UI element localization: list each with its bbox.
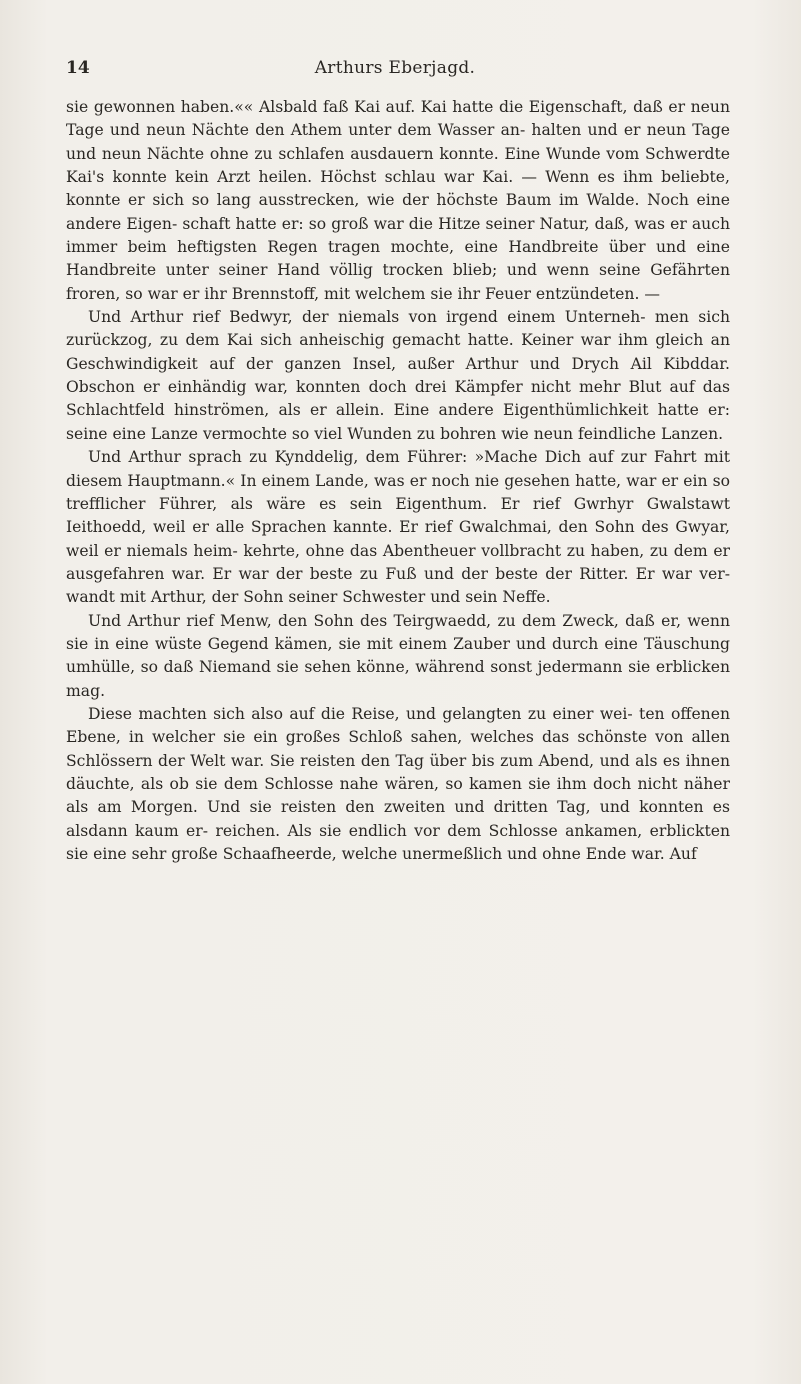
paragraph: Und Arthur rief Bedwyr, der niemals von irgend einem Unterneh- men sich zurückzog, zu dem Kai sich anheischig gemacht hatte. Keiner war ihm gleich an Geschwindigkeit auf der ganzen Insel, außer Arthur und Drych Ail Kibddar. Obschon er einhändig war, konnten doch drei Kämpfer nicht mehr Blut auf das Schlachtfeld hinströmen, als er allein. Eine andere Eigenthümlichkeit hatte er: seine eine Lanze vermochte so viel Wunden zu bohren wie neun feindliche Lanzen.	[66, 308, 730, 443]
page-number: 14	[66, 58, 90, 78]
body-text	[66, 96, 730, 866]
page-header	[66, 58, 724, 82]
paragraph: Und Arthur sprach zu Kynddelig, dem Führer: »Mache Dich auf zur Fahrt mit diesem Hauptmann.« In einem Lande, was er noch nie gesehen hatte, war er ein so trefflicher Führer, als wäre es sein Eigenthum. Er rief Gwrhyr Gwalstawt Ieithoedd, weil er alle Sprachen kannte. Er rief Gwalchmai, den Sohn des Gwyar, weil er niemals heim- kehrte, ohne das Abentheuer vollbracht zu haben, zu dem er ausgefahren war. Er war der beste zu Fuß und der beste der Ritter. Er war ver- wandt mit Arthur, der Sohn seiner Schwester und sein Neffe.	[66, 448, 730, 607]
paragraph: Diese machten sich also auf die Reise, und gelangten zu einer wei- ten offenen Ebene, in welcher sie ein großes Schloß sahen, welches das schönste von allen Schlössern der Welt war. Sie reisten den Tag über bis zum Abend, und als es ihnen däuchte, als ob sie dem Schlosse nahe wären, so kamen sie ihm doch nicht näher als am Morgen. Und sie reisten den zweiten und dritten Tag, und konnten es alsdann kaum er- reichen. Als sie endlich vor dem Schlosse ankamen, erblickten sie eine sehr große Schaafheerde, welche unermeßlich und ohne Ende war. Auf	[66, 704, 730, 863]
paragraph: sie gewonnen haben.«« Alsbald faß Kai auf. Kai hatte die Eigenschaft, daß er neun Tage und neun Nächte den Athem unter dem Wasser an- halten und er neun Tage und neun Nächte ohne zu schlafen ausdauern konnte. Eine Wunde vom Schwerdte Kai's konnte kein Arzt heilen. Höchst schlau war Kai. — Wenn es ihm beliebte, konnte er sich so lang ausstrecken, wie der höchste Baum im Walde. Noch eine andere Eigen- schaft hatte er: so groß war die Hitze seiner Natur, daß, was er auch immer beim heftigsten Regen tragen mochte, eine Handbreite über und eine Handbreite unter seiner Hand völlig trocken blieb; und wenn seine Gefährten froren, so war er ihr Brennstoff, mit welchem sie ihr Feuer entzündeten. —	[66, 98, 730, 303]
running-head: Arthurs Eberjagd.	[314, 58, 476, 78]
paragraph: Und Arthur rief Menw, den Sohn des Teirgwaedd, zu dem Zweck, daß er, wenn sie in eine wüste Gegend kämen, sie mit einem Zauber und durch eine Täuschung umhülle, so daß Niemand sie sehen könne, während sonst jedermann sie erblicken mag.	[66, 611, 730, 700]
